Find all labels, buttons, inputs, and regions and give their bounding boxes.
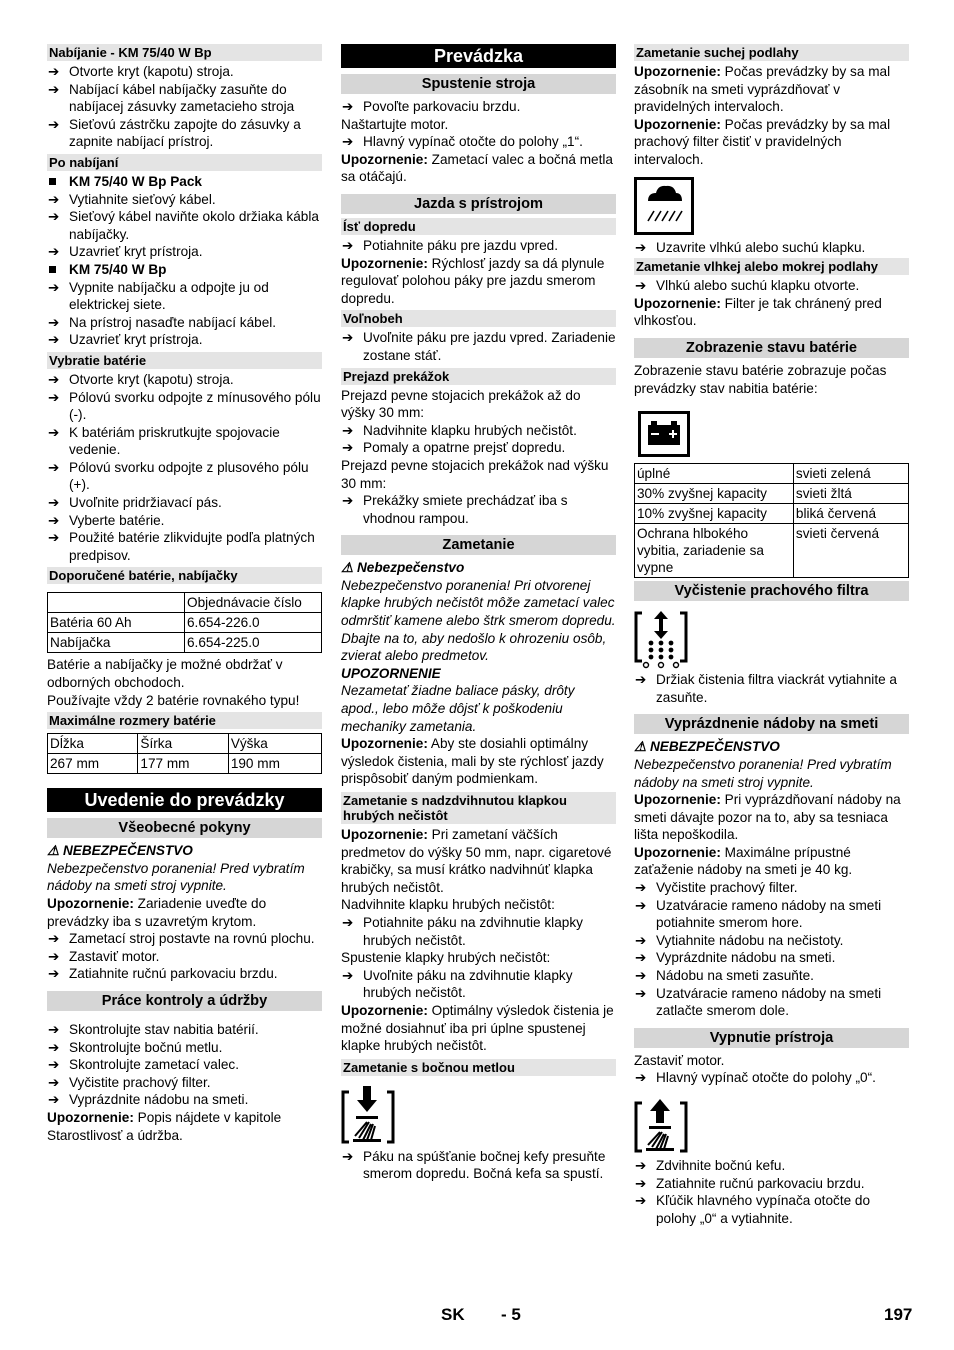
list-item: ➔ Skontrolujte stav nabitia batérií. <box>48 1021 259 1037</box>
list-item: ➔ Držiak čistenia filtra viackrát vytiahnite a zasuňte. <box>635 672 897 705</box>
wet-flap-icon <box>634 177 694 235</box>
model-item: KM 75/40 W Bp <box>47 261 322 279</box>
arrow-icon: ➔ <box>342 967 354 983</box>
arrow-icon: ➔ <box>635 1175 647 1191</box>
list-item: ➔ Nadvihnite klapku hrubých nečistôt. <box>342 422 577 438</box>
arrow-icon: ➔ <box>48 209 60 225</box>
list-item: ➔ Potiahnite páku na zdvihnutie klapky hrubých nečistôt. <box>342 914 583 948</box>
list-item: ➔ Zdvihnite bočnú kefu. <box>635 1158 786 1173</box>
arrow-icon: ➔ <box>48 424 60 440</box>
arrow-icon: ➔ <box>48 459 60 475</box>
arrow-icon: ➔ <box>48 116 60 132</box>
list-item: ➔ Uzavrieť kryt prístroja. <box>48 244 203 260</box>
column-2 <box>341 44 616 1183</box>
paragraph: Spustenie klapky hrubých nečistôt: <box>341 950 551 966</box>
caution-label: UPOZORNENIE <box>341 665 441 681</box>
page-footer <box>0 1306 954 1330</box>
filter-cleaning-icon <box>634 609 688 669</box>
heading-wet-floor: Zametanie vlhkej alebo mokrej podlahy <box>634 258 909 275</box>
note: Upozornenie: Maximálne prípustné zaťaženie nádoby na smeti je 40 kg. <box>634 844 853 878</box>
list-item: ➔ Zametací stroj postavte na rovnú plochu. <box>48 931 315 947</box>
heading-battery-removal: Vybratie batérie <box>47 352 322 369</box>
table-row: 30% zvyšnej kapacity svieti žltá <box>635 484 909 504</box>
list-item: ➔ Skontrolujte zametací valec. <box>48 1057 240 1073</box>
list-item: ➔ Potiahnite páku pre jazdu vpred. <box>342 237 558 253</box>
list-item: ➔ Prekážky smiete prechádzať iba s vhodnou rampou. <box>342 493 568 526</box>
heading-start: Spustenie stroja <box>341 74 616 94</box>
list-item: ➔ Na prístroj nasaďte nabíjací kábel. <box>48 314 277 330</box>
heading-max-battery-size: Maximálne rozmery batérie <box>47 712 322 729</box>
arrow-icon: ➔ <box>48 1021 60 1037</box>
arrow-icon: ➔ <box>48 530 60 546</box>
heading-general: Všeobecné pokyny <box>47 818 322 838</box>
note: Upozornenie: Zariadenie uveďte do prevádzky iba s uzavretým krytom. <box>47 896 267 929</box>
table-row: Objednávacie číslo <box>48 593 322 613</box>
note: Upozornenie: Aby ste dosiahli optimálny výsledok čistenia, mali by ste rýchlosť jazdy prispôsobiť daným podmienkam. <box>341 736 604 787</box>
paragraph: Zastaviť motor. <box>634 1052 725 1068</box>
arrow-icon: ➔ <box>635 968 647 984</box>
note: Upozornenie: Rýchlosť jazdy sa dá plynule regulovať polohou páky pre jazdu smerom dopredu. <box>341 255 605 306</box>
list-item: ➔ Otvorte kryt (kapotu) stroja. <box>48 371 234 387</box>
arrow-icon: ➔ <box>342 134 354 150</box>
arrow-icon: ➔ <box>48 1074 60 1090</box>
warning-icon: ⚠ <box>341 560 354 576</box>
side-brush-raise-icon <box>634 1097 690 1155</box>
note: Upozornenie: Popis nájdete v kapitole Starostlivosť a údržba. <box>47 1109 282 1143</box>
list-item: ➔ Vytiahnite sieťový kábel. <box>48 191 216 207</box>
heading-maintenance: Práce kontroly a údržby <box>47 991 322 1011</box>
side-brush-lower-icon <box>341 1084 397 1146</box>
heading-dust-filter: Vyčistenie prachového filtra <box>634 581 909 601</box>
list-item: ➔ K batériám priskrutkujte spojovacie vedenie. <box>48 424 280 458</box>
list-item: ➔ Kľúčik hlavného vypínača otočte do polohy „0“ a vytiahnite. <box>635 1193 871 1226</box>
warning-text: Nebezpečenstvo poranenia! Pred vybratím nádoby na smeti stroj vypnite. <box>47 860 305 894</box>
table-row: Nabíjačka 6.654-225.0 <box>48 633 322 653</box>
arrow-icon: ➔ <box>48 1092 60 1108</box>
warning-icon: ⚠ <box>47 843 60 859</box>
arrow-icon: ➔ <box>48 279 60 295</box>
arrow-icon: ➔ <box>342 440 354 456</box>
warning-label: ⚠ NEBEZPEČENSTVO <box>634 739 780 755</box>
column-1 <box>47 44 322 1144</box>
list-item: ➔ Uzatváracie rameno nádoby na smeti zatlačte smerom dole. <box>635 985 882 1019</box>
list-item: ➔ Pólovú svorku odpojte z plusového pólu (+). <box>48 459 309 493</box>
chapter-commissioning: Uvedenie do prevádzky <box>47 788 322 812</box>
arrow-icon: ➔ <box>48 314 60 330</box>
warning-text: Nebezpečenstvo poranenia! Pred vybratím nádoby na smeti stroj vypnite. <box>634 756 892 790</box>
chapter-operation: Prevádzka <box>341 44 616 68</box>
arrow-icon: ➔ <box>635 1158 647 1173</box>
warning-label: ⚠ Nebezpečenstvo <box>341 560 465 576</box>
arrow-icon: ➔ <box>635 239 647 255</box>
list-item: ➔ Vyprázdnite nádobu na smeti. <box>635 950 836 966</box>
heading-dry-floor: Zametanie suchej podlahy <box>634 44 909 61</box>
list-item: ➔ Hlavný vypínač otočte do polohy „1“. <box>342 134 583 150</box>
heading-side-brush: Zametanie s bočnou metlou <box>341 1059 616 1076</box>
arrow-icon: ➔ <box>48 371 60 387</box>
heading-sweeping: Zametanie <box>341 535 616 555</box>
battery-size-table <box>47 733 322 774</box>
arrow-icon: ➔ <box>635 1070 647 1086</box>
table-row: Batéria 60 Ah 6.654-226.0 <box>48 613 322 633</box>
arrow-icon: ➔ <box>635 278 647 294</box>
list-item: ➔ Vyčistite prachový filter. <box>635 880 798 896</box>
list-item: ➔ Zastaviť motor. <box>48 948 160 964</box>
paragraph: Prejazd pevne stojacich prekážok nad výšku 30 mm: <box>341 457 609 491</box>
arrow-icon: ➔ <box>342 99 354 114</box>
list-item: ➔ Hlavný vypínač otočte do polohy „0“. <box>635 1070 876 1086</box>
heading-freewheel: Voľnobeh <box>341 310 616 327</box>
list-item: ➔ Nádobu na smeti zasuňte. <box>635 968 814 984</box>
caution-text: Nezametať žiadne baliace pásky, drôty apod., lebo môže dôjsť k poškodeniu mechaniky zametania. <box>341 683 575 734</box>
note: Upozornenie: Počas prevádzky by sa mal zásobník na smeti vyprázdňovať v pravidelných intervaloch. <box>634 64 891 115</box>
section-page: - 5 <box>501 1305 521 1324</box>
list-item: ➔ Otvorte kryt (kapotu) stroja. <box>48 64 234 79</box>
list-item: ➔ Použité batérie zlikvidujte podľa platných predpisov. <box>48 530 315 563</box>
list-item: ➔ Uzavrieť kryt prístroja. <box>48 332 203 348</box>
heading-switch-off: Vypnutie prístroja <box>634 1028 909 1048</box>
heading-forward: Ísť dopredu <box>341 218 616 235</box>
list-item: ➔ Skontrolujte bočnú metlu. <box>48 1039 223 1055</box>
battery-status-table <box>634 463 909 578</box>
note: Upozornenie: Pri zametaní väčších predmetov do výšky 50 mm, napr. cigaretové krabičky, sa musí krátko nadvihnúť klapka hrubých nečistôt. <box>341 827 612 895</box>
heading-charging: Nabíjanie - KM 75/40 W Bp <box>47 44 322 61</box>
list-item: ➔ Vypnite nabíjačku a odpojte ju od elektrickej siete. <box>48 279 269 313</box>
arrow-icon: ➔ <box>48 81 60 97</box>
arrow-icon: ➔ <box>342 914 354 930</box>
arrow-icon: ➔ <box>635 1193 647 1209</box>
paragraph: Prejazd pevne stojacich prekážok až do výšky 30 mm: <box>341 387 581 421</box>
note: Upozornenie: Filter je tak chránený pred vlhkosťou. <box>634 295 882 329</box>
arrow-icon: ➔ <box>48 948 60 964</box>
arrow-icon: ➔ <box>48 1039 60 1055</box>
list-item: ➔ Uzavrite vlhkú alebo suchú klapku. <box>635 239 866 255</box>
bullet-square-icon <box>49 266 56 273</box>
arrow-icon: ➔ <box>342 237 354 253</box>
batteries-table <box>47 592 322 653</box>
paragraph: Naštartujte motor. <box>341 116 449 132</box>
list-item: ➔ Vyprázdnite nádobu na smeti. <box>48 1092 249 1108</box>
heading-obstacles: Prejazd prekážok <box>341 368 616 385</box>
arrow-icon: ➔ <box>342 422 354 438</box>
list-item: ➔ Zatiahnite ručnú parkovaciu brzdu. <box>48 966 278 982</box>
heading-after-charging: Po nabíjaní <box>47 154 322 171</box>
list-item: ➔ Povoľte parkovaciu brzdu. <box>342 99 521 114</box>
paragraph: Zobrazenie stavu batérie zobrazuje počas prevádzky stav nabitia batérie: <box>634 362 887 396</box>
warning-label: ⚠ NEBEZPEČENSTVO <box>47 843 193 859</box>
note: Upozornenie: Počas prevádzky by sa mal prachový filter čistiť v pravidelných intervaloch. <box>634 116 891 167</box>
arrow-icon: ➔ <box>635 672 647 688</box>
battery-icon <box>638 411 690 457</box>
arrow-icon: ➔ <box>48 512 60 528</box>
arrow-icon: ➔ <box>342 493 354 509</box>
arrow-icon: ➔ <box>48 244 60 260</box>
note: Upozornenie: Pri vyprázdňovaní nádoby na smeti dávajte pozor na to, aby sa tesniaca lišta nepoškodila. <box>634 792 901 843</box>
list-item: ➔ Pomaly a opatrne prejsť dopredu. <box>342 440 566 456</box>
list-item: ➔ Zatiahnite ručnú parkovaciu brzdu. <box>635 1175 865 1191</box>
heading-battery-status: Zobrazenie stavu batérie <box>634 338 909 358</box>
table-row: Dĺžka Šírka Výška <box>48 734 322 754</box>
arrow-icon: ➔ <box>635 950 647 966</box>
list-item: ➔ Vyberte batérie. <box>48 512 165 528</box>
table-row: úplné svieti zelená <box>635 464 909 484</box>
arrow-icon: ➔ <box>48 931 60 947</box>
list-item: ➔ Uvoľnite páku na zdvihnutie klapky hrubých nečistôt. <box>342 967 573 1001</box>
list-item: ➔ Vytiahnite nádobu na nečistoty. <box>635 932 844 948</box>
list-item: ➔ Nabíjací kábel nabíjačky zasuňte do nabíjacej zásuvky zametacieho stroja <box>48 81 295 115</box>
paragraph: Batérie a nabíjačky je možné obdržať v odborných obchodoch. <box>47 657 283 691</box>
model-item: KM 75/40 W Bp Pack <box>47 173 322 191</box>
heading-driving: Jazda s prístrojom <box>341 194 616 214</box>
arrow-icon: ➔ <box>48 966 60 982</box>
arrow-icon: ➔ <box>635 932 647 948</box>
list-item: ➔ Uzatváracie rameno nádoby na smeti potiahnite smerom hore. <box>635 897 882 931</box>
arrow-icon: ➔ <box>48 495 60 511</box>
note: Upozornenie: Optimálny výsledok čistenia je možné dosiahnuť iba pri úplne spustenej klapke hrubých nečistôt. <box>341 1002 614 1054</box>
page-number: 197 <box>884 1305 913 1324</box>
list-item: ➔ Vlhkú alebo suchú klapku otvorte. <box>635 278 860 294</box>
arrow-icon: ➔ <box>48 389 60 405</box>
arrow-icon: ➔ <box>48 332 60 348</box>
column-3 <box>634 44 909 1227</box>
arrow-icon: ➔ <box>48 64 60 79</box>
list-item: ➔ Páku na spúšťanie bočnej kefy presuňte smerom dopredu. Bočná kefa sa spustí. <box>342 1148 606 1182</box>
arrow-icon: ➔ <box>635 880 647 896</box>
warning-text: Nebezpečenstvo poranenia! Pri otvorenej klapke hrubých nečistôt môže zametací valec odmrštiť kamene alebo štrk smerom dopredu. Dbajte na to, aby nedošlo k ohrozeniu osôb, zvierat alebo predmetov. <box>341 577 616 664</box>
heading-empty-bin: Vyprázdnenie nádoby na smeti <box>634 714 909 734</box>
table-row: 267 mm 177 mm 190 mm <box>48 754 322 774</box>
list-item: ➔ Vyčistite prachový filter. <box>48 1074 211 1090</box>
arrow-icon: ➔ <box>635 897 647 913</box>
list-item: ➔ Uvoľnite pridržiavací pás. <box>48 495 222 511</box>
list-item: ➔ Sieťový kábel naviňte okolo držiaka kábla nabíjačky. <box>48 209 319 242</box>
language-code: SK <box>441 1305 465 1324</box>
arrow-icon: ➔ <box>48 191 60 207</box>
paragraph: Používajte vždy 2 batérie rovnakého typu! <box>47 692 300 708</box>
heading-sweeping-raised-flap: Zametanie s nadzdvihnutou klapkou hrubých nečistôt <box>341 792 616 824</box>
note: Upozornenie: Zametací valec a bočná metla sa otáčajú. <box>341 151 613 185</box>
table-row: 10% zvyšnej kapacity bliká červená <box>635 504 909 524</box>
list-item: ➔ Uvoľnite páku pre jazdu vpred. Zariadenie zostane stáť. <box>342 330 616 363</box>
heading-recommended-batteries: Doporučené batérie, nabíjačky <box>47 567 322 584</box>
arrow-icon: ➔ <box>342 1148 354 1164</box>
list-item: ➔ Sieťovú zástrčku zapojte do zásuvky a zapnite nabíjací prístroj. <box>48 116 301 150</box>
warning-icon: ⚠ <box>634 739 647 755</box>
table-row: Ochrana hlbokého vybitia, zariadenie sa vypne svieti červená <box>635 524 909 578</box>
arrow-icon: ➔ <box>48 1057 60 1073</box>
arrow-icon: ➔ <box>635 985 647 1001</box>
list-item: ➔ Pólovú svorku odpojte z mínusového pólu (-). <box>48 389 321 423</box>
paragraph: Nadvihnite klapku hrubých nečistôt: <box>341 897 555 913</box>
arrow-icon: ➔ <box>342 330 354 346</box>
bullet-square-icon <box>49 178 56 185</box>
